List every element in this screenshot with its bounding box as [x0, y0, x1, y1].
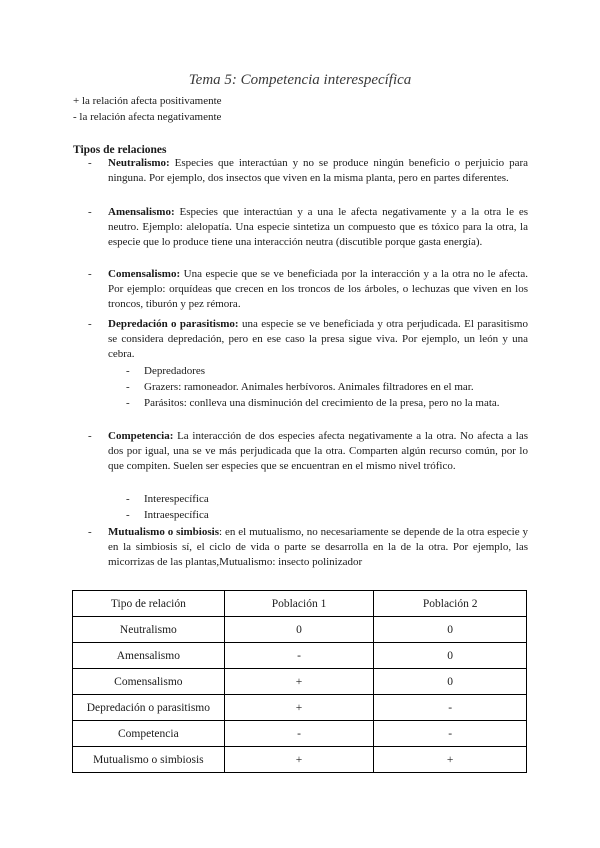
term-description: La interacción de dos especies afecta negativamente a la otra. No afecta a las dos por igual, una se ve más perjudicada que la otra. Comparten algún recurso común, por lo que compiten. Suelen ser especies que se encuentran en el mismo nivel trófico. [108, 430, 528, 472]
table-cell: + [224, 747, 374, 773]
table-cell: Competencia [73, 721, 225, 747]
sub-item-text: Depredadores [144, 365, 206, 377]
table-cell: + [374, 747, 527, 773]
bullet-dash: - [126, 381, 130, 393]
table-row [73, 747, 527, 773]
sub-item-text: Grazers: ramoneador. Animales herbívoros. Animales filtradores en el mar. [144, 381, 474, 393]
table-cell: 0 [374, 617, 527, 643]
table-cell: - [374, 721, 527, 747]
table-row [73, 617, 527, 643]
term-label: Neutralismo: [108, 157, 170, 169]
list-item-competencia [88, 429, 528, 474]
table-row [73, 695, 527, 721]
bullet-dash: - [88, 268, 92, 280]
term-description: una especie se ve beneficiada y otra perjudicada. El parasitismo se considera depredación, pero en ese caso la presa sigue viva. Por ejemplo, un león y una cebra. [108, 318, 528, 360]
header-poblacion-2: Población 2 [374, 591, 527, 617]
table-cell: 0 [374, 669, 527, 695]
bullet-dash: - [88, 526, 92, 538]
table-cell: + [224, 669, 374, 695]
bullet-dash: - [88, 157, 92, 169]
table-header-row [73, 591, 527, 617]
page-title: Tema 5: Competencia interespecífica [188, 72, 412, 88]
sub-item-parasitos [126, 396, 528, 411]
term-description: Especies que interactúan y no se produce ningún beneficio o perjuicio para ninguna. Por ejemplo, dos insectos que viven en la misma planta, pero en partes diferentes. [108, 157, 528, 184]
table-cell: Mutualismo o simbiosis [73, 747, 225, 773]
table-cell: - [374, 695, 527, 721]
table-cell: Comensalismo [73, 669, 225, 695]
table-cell: Amensalismo [73, 643, 225, 669]
list-item-comensalismo [88, 267, 528, 312]
term-label: Competencia: [108, 430, 174, 442]
header-tipo-relacion: Tipo de relación [73, 591, 225, 617]
term-label: Amensalismo: [108, 206, 175, 218]
bullet-dash: - [126, 493, 130, 505]
table-cell: + [224, 695, 374, 721]
sub-item-depredadores [126, 364, 528, 379]
table-cell: 0 [374, 643, 527, 669]
section-title: Tipos de relaciones [73, 144, 167, 156]
bullet-dash: - [126, 509, 130, 521]
bullet-dash: - [126, 397, 130, 409]
list-item-depredacion [88, 317, 528, 362]
bullet-dash: - [88, 430, 92, 442]
term-description: Una especie que se ve beneficiada por la interacción y a la otra no le afecta. Por ejemplo: orquídeas que crecen en los troncos de los árboles, o lechuzas que viven en los troncos, tiburón y pez rémora. [108, 268, 528, 310]
list-item-neutralismo [88, 156, 528, 186]
sub-item-grazers [126, 380, 528, 395]
sub-item-text: Intraespecífica [144, 509, 209, 521]
legend-negative: - la relación afecta negativamente [73, 111, 222, 123]
term-description: : en el mutualismo, no necesariamente se depende de la otra especie y en la simbiosis sí, el ciclo de vida o parte se desarrolla en la de la otra. Por ejemplo, las micorrizas de las plantas,Mutualismo: insecto polinizador [108, 526, 528, 568]
list-item-amensalismo [88, 205, 528, 250]
legend-positive: + la relación afecta positivamente [73, 95, 222, 107]
term-label: Depredación o parasitismo: [108, 318, 239, 330]
bullet-dash: - [126, 365, 130, 377]
bullet-dash: - [88, 206, 92, 218]
sub-item-intraespecifica [126, 508, 528, 523]
table-row [73, 721, 527, 747]
table-cell: 0 [224, 617, 374, 643]
list-item-mutualismo [88, 525, 528, 570]
sub-item-text: Interespecífica [144, 493, 209, 505]
term-label: Mutualismo o simbiosis [108, 526, 219, 538]
table-cell: Neutralismo [73, 617, 225, 643]
sub-item-interespecifica [126, 492, 528, 507]
table-cell: - [224, 721, 374, 747]
table-row [73, 643, 527, 669]
table-row [73, 669, 527, 695]
sub-item-text: Parásitos: conlleva una disminución del crecimiento de la presa, pero no la mata. [144, 397, 500, 409]
relations-table [72, 590, 527, 773]
table-cell: Depredación o parasitismo [73, 695, 225, 721]
header-poblacion-1: Población 1 [224, 591, 374, 617]
bullet-dash: - [88, 318, 92, 330]
table-cell: - [224, 643, 374, 669]
term-description: Especies que interactúan y a una le afecta negativamente y a la otra le es neutro. Ejemplo: alelopatía. Una especie sintetiza un compuesto que es tóxico para la otra, la especie que lo produce tiene una interacción neutra (discutible porque gasta energía). [108, 206, 528, 248]
term-label: Comensalismo: [108, 268, 181, 280]
